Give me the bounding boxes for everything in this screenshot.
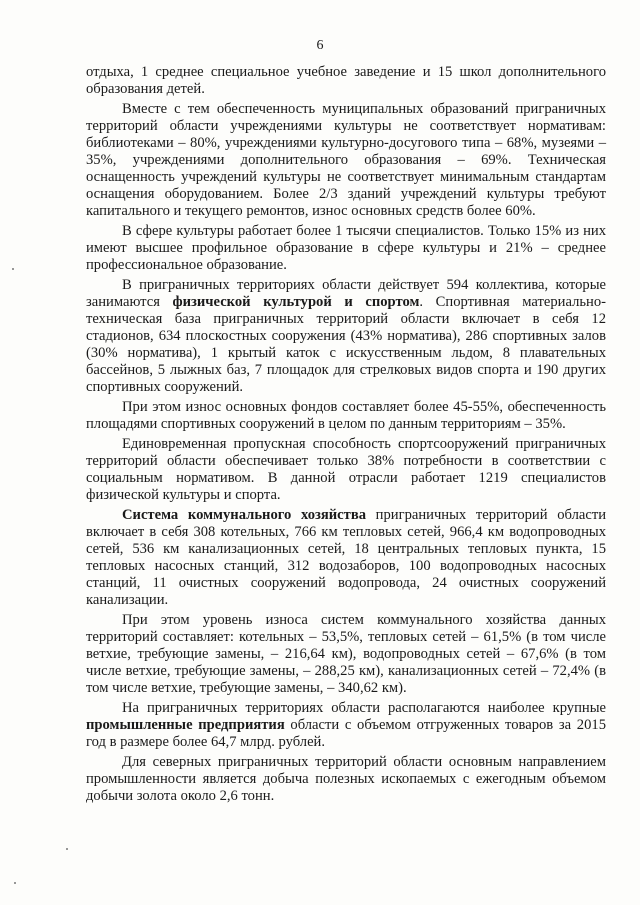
paragraph-9-bold-term: промышленные предприятия bbox=[86, 717, 285, 733]
paragraph-7-rest: приграничных территорий области включает в себя 308 котельных, 766 км тепловых сетей, 966,4 км водопроводных сетей, 536 км канализационных сетей, 18 центральных тепловых пункта, 15 тепловых насосных станций, 312 водозаборов, 100 водопроводных насосных станций, 11 очистных сооружений водопровода, 24 очистных сооружений канализации. bbox=[86, 507, 607, 608]
scan-speck bbox=[66, 848, 68, 850]
paragraph-2: Вместе с тем обеспеченность муниципальных образований приграничных территорий области учреждениями культуры не соответствует нормативам: библиотеками – 80%, учреждениями культурно-досугового типа – 68%, музеями – 35%, учреждениями дополнительного образования – 69%. Техническая оснащенность учреждений культуры не соответствует минимальным стандартам оснащения оборудованием. Более 2/3 зданий учреждений культуры требуют капитального и текущего ремонтов, износ основных средств более 60%. bbox=[86, 101, 606, 219]
paragraph-1: отдыха, 1 среднее специальное учебное заведение и 15 школ дополнительного образования детей. bbox=[86, 64, 606, 97]
paragraph-5: При этом износ основных фондов составляет более 45-55%, обеспеченность площадями спортивных сооружений в целом по данным территориям – 35%. bbox=[86, 399, 606, 432]
paragraph-3: В сфере культуры работает более 1 тысячи специалистов. Только 15% из них имеют высшее профильное образование в сфере культуры и 21% – среднее профессиональное образование. bbox=[86, 223, 606, 273]
paragraph-4-bold-term: физической культурой и спортом bbox=[172, 294, 420, 310]
paragraph-9-lead: На приграничных территориях области располагаются наиболее крупные bbox=[122, 700, 606, 716]
paragraph-4 bbox=[86, 277, 606, 396]
paragraph-9 bbox=[86, 700, 606, 751]
paragraph-9-rest: области с объемом отгруженных товаров за 2015 год в размере более 64,7 млрд. рублей. bbox=[86, 717, 606, 750]
paragraph-4-rest: . Спортивная материально-техническая база приграничных территорий области включает в себя 12 стадионов, 634 плоскостных сооружения (43% норматива), 286 спортивных залов (30% норматива), 1 крытый каток с искусственным льдом, 8 плавательных бассейнов, 5 лыжных баз, 7 площадок для стрелковых видов спорта и 190 других спортивных сооружений. bbox=[86, 294, 606, 395]
document-body bbox=[86, 64, 606, 805]
scan-speck bbox=[14, 882, 16, 884]
scan-speck bbox=[12, 268, 14, 270]
paragraph-8: При этом уровень износа систем коммунального хозяйства данных территорий составляет: котельных – 53,5%, тепловых сетей – 61,5% (в том числе ветхие, требующие замены, – 216,64 км), водопроводных сетей – 67,6% (в том числе ветхие, требующие замены, – 288,25 км), канализационных сетей – 72,4% (в том числе ветхие, требующие замены, – 340,62 км). bbox=[86, 612, 606, 696]
paragraph-7-bold-term: Система коммунального хозяйства bbox=[122, 507, 366, 523]
paragraph-4-lead: В приграничных территориях области действует 594 коллектива, которые занимаются bbox=[86, 277, 606, 310]
paragraph-6: Единовременная пропускная способность спортсооружений приграничных территорий области обеспечивает только 38% потребности в соответствии с социальным нормативом. В данной отрасли работает 1219 специалистов физической культуры и спорта. bbox=[86, 436, 606, 503]
page-number: 6 bbox=[316, 38, 324, 53]
paragraph-7 bbox=[86, 507, 606, 609]
paragraph-10: Для северных приграничных территорий области основным направлением промышленности является добыча полезных ископаемых с ежегодным объемом добычи золота около 2,6 тонн. bbox=[86, 754, 606, 804]
